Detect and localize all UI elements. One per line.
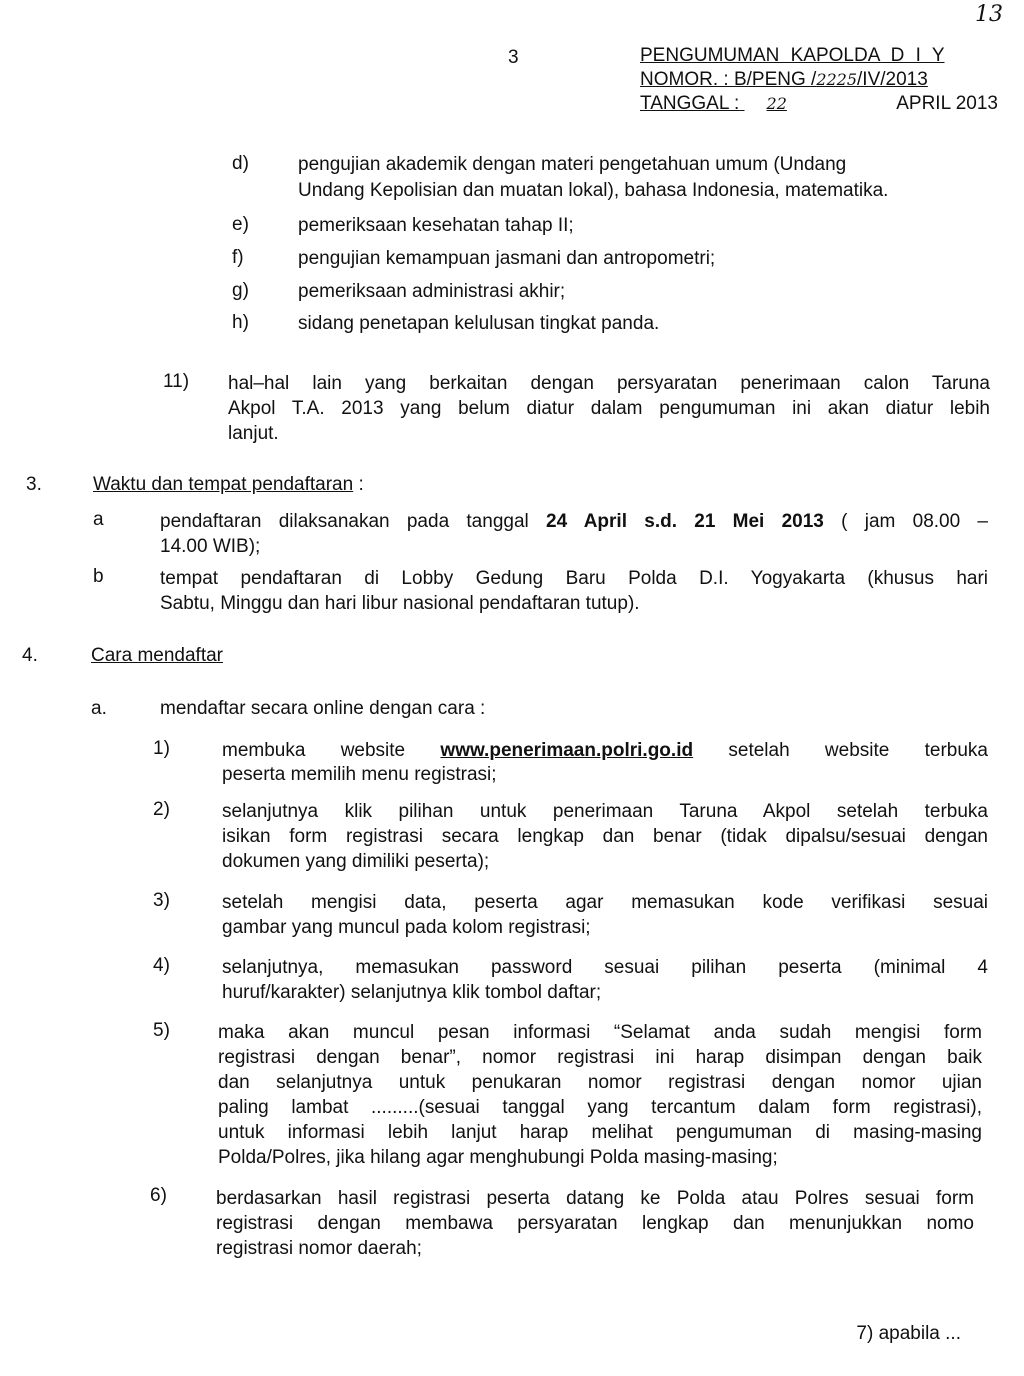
step-6-line1: berdasarkan hasil registrasi peserta datang ke Polda atau Polres sesuai form	[216, 1188, 974, 1209]
list-item-d-mark: d)	[232, 153, 249, 174]
step-3-line2: gambar yang muncul pada kolom registrasi;	[222, 917, 591, 938]
step-3-line1: setelah mengisi data, peserta agar memasukan kode verifikasi sesuai	[222, 892, 988, 913]
corner-annotation: 13	[975, 2, 1003, 27]
list-item-f-text: pengujian kemampuan jasmani dan antropometri;	[298, 248, 716, 269]
continuation-note: 7) apabila ...	[856, 1323, 961, 1344]
list-item-g-text: pemeriksaan administrasi akhir;	[298, 281, 566, 302]
step-2-line1: selanjutnya klik pilihan untuk penerimaan Taruna Akpol setelah terbuka	[222, 801, 988, 822]
step-5-line5: untuk informasi lebih lanjut harap melihat pengumuman di masing-masing	[218, 1122, 982, 1143]
section-3-heading	[93, 473, 364, 497]
header-nomor	[640, 68, 928, 91]
registration-dates: 24 April s.d. 21 Mei 2013	[546, 511, 824, 532]
step-5-line3: dan selanjutnya untuk penukaran nomor registrasi dengan nomor ujian	[218, 1072, 982, 1093]
item-11-mark: 11)	[163, 371, 190, 392]
section-3-a-mark: a	[93, 509, 104, 530]
list-item-e-text: pemeriksaan kesehatan tahap II;	[298, 215, 574, 236]
nomor-suffix: /IV/2013	[857, 69, 928, 90]
step-5-line1: maka akan muncul pesan informasi “Selamat anda sudah mengisi form	[218, 1022, 982, 1043]
section-3-colon: :	[353, 474, 364, 495]
section-4-a-text: mendaftar secara online dengan cara :	[160, 698, 486, 719]
step-1-mark: 1)	[153, 738, 170, 759]
step-6-mark: 6)	[150, 1185, 167, 1206]
section-3-b-mark: b	[93, 566, 104, 587]
nomor-handwritten: 2225	[816, 70, 858, 89]
step-4-line2: huruf/karakter) selanjutnya klik tombol daftar;	[222, 982, 602, 1003]
polri-website-link[interactable]: www.penerimaan.polri.go.id	[440, 740, 694, 761]
step-6-line3: registrasi nomor daerah;	[216, 1238, 422, 1259]
item-11-line2: Akpol T.A. 2013 yang belum diatur dalam pengumuman ini akan diatur lebih	[228, 398, 990, 419]
section-4-a-mark: a.	[91, 698, 107, 719]
step-6-line2: registrasi dengan membawa persyaratan lengkap dan menunjukkan nomo	[216, 1213, 974, 1234]
list-item-h-text: sidang penetapan kelulusan tingkat panda.	[298, 313, 660, 334]
list-item-f-mark: f)	[232, 247, 244, 268]
list-item-h-mark: h)	[232, 312, 249, 333]
tanggal-day: 22	[766, 94, 787, 113]
section-3-title: Waktu dan tempat pendaftaran	[93, 474, 354, 495]
step-4-mark: 4)	[153, 955, 170, 976]
section-3-a-line1	[160, 510, 988, 534]
step-3-mark: 3)	[153, 890, 170, 911]
step-5-line2: registrasi dengan benar”, nomor registrasi ini harap disimpan dengan baik	[218, 1047, 982, 1068]
item-11-line1: hal–hal lain yang berkaitan dengan persyaratan penerimaan calon Taruna	[228, 373, 990, 394]
list-item-g-mark: g)	[232, 280, 249, 301]
step-2-mark: 2)	[153, 799, 170, 820]
step-4-line1: selanjutnya, memasukan password sesuai pilihan peserta (minimal 4	[222, 957, 988, 978]
section-3-a-pre: pendaftaran dilaksanakan pada tanggal	[160, 511, 547, 532]
step-5-line6: Polda/Polres, jika hilang agar menghubungi Polda masing-masing;	[218, 1147, 778, 1168]
tanggal-label: TANGGAL :	[640, 93, 740, 114]
section-3-a-line2: 14.00 WIB);	[160, 536, 261, 557]
step-2-line2: isikan form registrasi secara lengkap dan benar (tidak dipalsu/sesuai dengan	[222, 826, 988, 847]
step-5-mark: 5)	[153, 1020, 170, 1041]
section-3-b-line1: tempat pendaftaran di Lobby Gedung Baru Polda D.I. Yogyakarta (khusus hari	[160, 568, 988, 589]
section-3-number: 3.	[26, 474, 42, 495]
list-item-d-line2: Undang Kepolisian dan muatan lokal), bahasa Indonesia, matematika.	[298, 180, 889, 201]
step-1-pre: membuka website	[222, 740, 441, 761]
header-tanggal	[640, 92, 998, 115]
section-3-a-post: ( jam 08.00 –	[823, 511, 989, 532]
section-4-number: 4.	[22, 645, 38, 666]
list-item-d-line1: pengujian akademik dengan materi pengetahuan umum (Undang	[298, 154, 847, 175]
page-number: 3	[508, 47, 519, 68]
section-4-title: Cara mendaftar	[91, 645, 224, 666]
step-1-post: setelah website terbuka	[693, 740, 989, 761]
step-5-line4: paling lambat .........(sesuai tanggal yang tercantum dalam form registrasi),	[218, 1097, 982, 1118]
nomor-prefix: NOMOR. : B/PENG /	[640, 69, 817, 90]
section-3-b-line2: Sabtu, Minggu dan hari libur nasional pendaftaran tutup).	[160, 593, 640, 614]
step-1-line2: peserta memilih menu registrasi;	[222, 764, 497, 785]
step-1-line1	[222, 739, 988, 763]
step-2-line3: dokumen yang dimiliki peserta);	[222, 851, 490, 872]
tanggal-month: APRIL 2013	[896, 93, 998, 114]
header-title: PENGUMUMAN KAPOLDA D I Y	[640, 45, 945, 66]
item-11-line3: lanjut.	[228, 423, 279, 444]
list-item-e-mark: e)	[232, 214, 249, 235]
